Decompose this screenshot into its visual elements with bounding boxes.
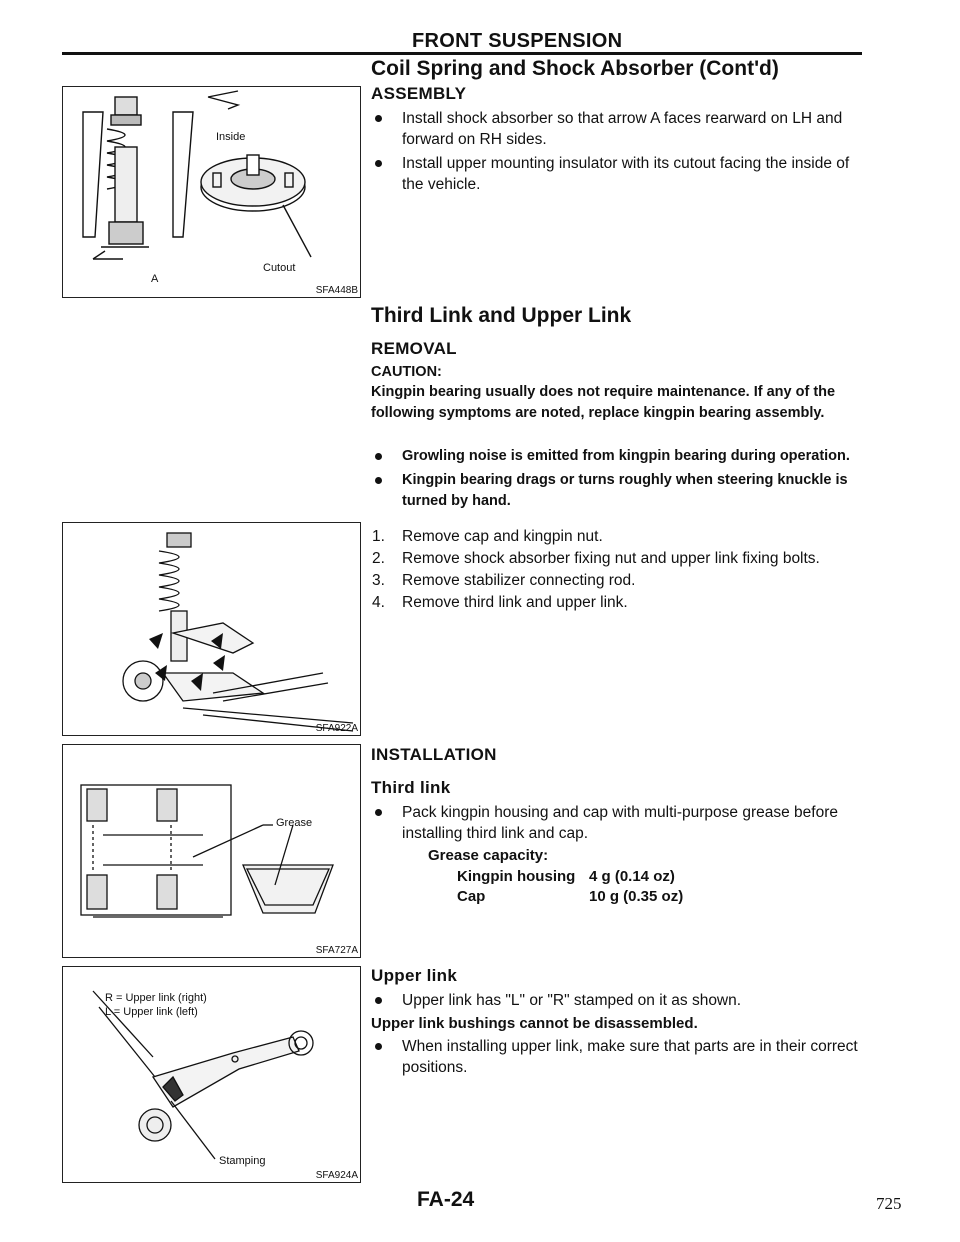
installation-heading: INSTALLATION bbox=[371, 745, 497, 764]
label-arrow-a: A bbox=[151, 273, 159, 285]
figure-shock-absorber-assembly bbox=[62, 86, 361, 298]
assembly-heading: ASSEMBLY bbox=[371, 84, 467, 103]
legend-right: R = Upper link (right) bbox=[105, 992, 207, 1004]
assembly-bullet-2: Install upper mounting insulator with its cutout facing the inside of the vehicle. bbox=[372, 153, 866, 195]
legend-left: L = Upper link (left) bbox=[105, 1006, 198, 1018]
spec-row bbox=[457, 867, 683, 887]
sheet-number: 725 bbox=[876, 1194, 902, 1213]
caution-text: Kingpin bearing usually does not require maintenance. If any of the following symptoms are noted, replace kingpin bearing assembly. bbox=[371, 384, 836, 421]
removal-step bbox=[372, 570, 866, 591]
step-number: 2. bbox=[372, 550, 385, 567]
label-stamping: Stamping bbox=[219, 1155, 266, 1167]
figure-code: SFA924A bbox=[315, 1170, 358, 1181]
page-number: FA-24 bbox=[417, 1188, 475, 1211]
shock-absorber-illustration bbox=[63, 87, 360, 297]
removal-step bbox=[372, 526, 866, 547]
suspension-illustration bbox=[63, 523, 360, 735]
grease-illustration bbox=[63, 745, 360, 957]
spec-row bbox=[457, 887, 683, 907]
third-link-bullets bbox=[372, 802, 866, 847]
step-text: Remove shock absorber fixing nut and upper link fixing bolts. bbox=[402, 550, 820, 567]
upper-link-note: Upper link bushings cannot be disassembled. bbox=[371, 1015, 698, 1032]
upper-link-bullets-2 bbox=[372, 1036, 866, 1081]
spec-name: Kingpin housing bbox=[457, 868, 576, 885]
header-rule bbox=[62, 52, 862, 55]
removal-heading: REMOVAL bbox=[371, 339, 457, 358]
upper-link-bullet-2: When installing upper link, make sure that parts are in their correct positions. bbox=[372, 1036, 866, 1078]
figure-code: SFA727A bbox=[315, 945, 358, 956]
figure-code: SFA448B bbox=[315, 285, 358, 296]
third-link-bullet: Pack kingpin housing and cap with multi-purpose grease before installing third link and cap. bbox=[372, 802, 866, 844]
grease-capacity-label: Grease capacity: bbox=[428, 847, 549, 864]
removal-step bbox=[372, 592, 866, 613]
step-number: 4. bbox=[372, 594, 385, 611]
third-link-subheading: Third link bbox=[371, 778, 451, 797]
spec-name: Cap bbox=[457, 888, 486, 905]
step-text: Remove third link and upper link. bbox=[402, 594, 628, 611]
figure-suspension-removal bbox=[62, 522, 361, 736]
coil-spring-title: Coil Spring and Shock Absorber (Cont'd) bbox=[371, 57, 779, 80]
step-text: Remove cap and kingpin nut. bbox=[402, 528, 603, 545]
grease-spec-table bbox=[457, 867, 683, 907]
removal-steps bbox=[372, 526, 866, 614]
label-inside: Inside bbox=[216, 131, 246, 143]
upper-link-subheading: Upper link bbox=[371, 966, 458, 985]
section-title: FRONT SUSPENSION bbox=[412, 30, 623, 52]
caution-bullet-2: Kingpin bearing drags or turns roughly when steering knuckle is turned by hand. bbox=[372, 470, 866, 512]
removal-step bbox=[372, 548, 866, 569]
figure-upper-link bbox=[62, 966, 361, 1183]
spec-value: 4 g (0.14 oz) bbox=[589, 868, 675, 885]
label-grease: Grease bbox=[276, 817, 313, 829]
upper-link-bullet-1: Upper link has "L" or "R" stamped on it as shown. bbox=[372, 990, 866, 1011]
figure-code: SFA922A bbox=[315, 723, 358, 734]
label-cutout: Cutout bbox=[263, 262, 296, 274]
caution-bullets bbox=[372, 446, 866, 515]
assembly-bullet-1: Install shock absorber so that arrow A faces rearward on LH and forward on RH sides. bbox=[372, 108, 866, 150]
assembly-bullets bbox=[372, 108, 866, 198]
upper-link-bullets-1 bbox=[372, 990, 866, 1014]
third-link-title: Third Link and Upper Link bbox=[371, 304, 632, 327]
step-number: 3. bbox=[372, 572, 385, 589]
step-text: Remove stabilizer connecting rod. bbox=[402, 572, 636, 589]
step-number: 1. bbox=[372, 528, 385, 545]
spec-value: 10 g (0.35 oz) bbox=[589, 888, 684, 905]
caution-bullet-1: Growling noise is emitted from kingpin bearing during operation. bbox=[372, 446, 866, 467]
figure-grease bbox=[62, 744, 361, 958]
caution-label: CAUTION: bbox=[371, 364, 442, 380]
